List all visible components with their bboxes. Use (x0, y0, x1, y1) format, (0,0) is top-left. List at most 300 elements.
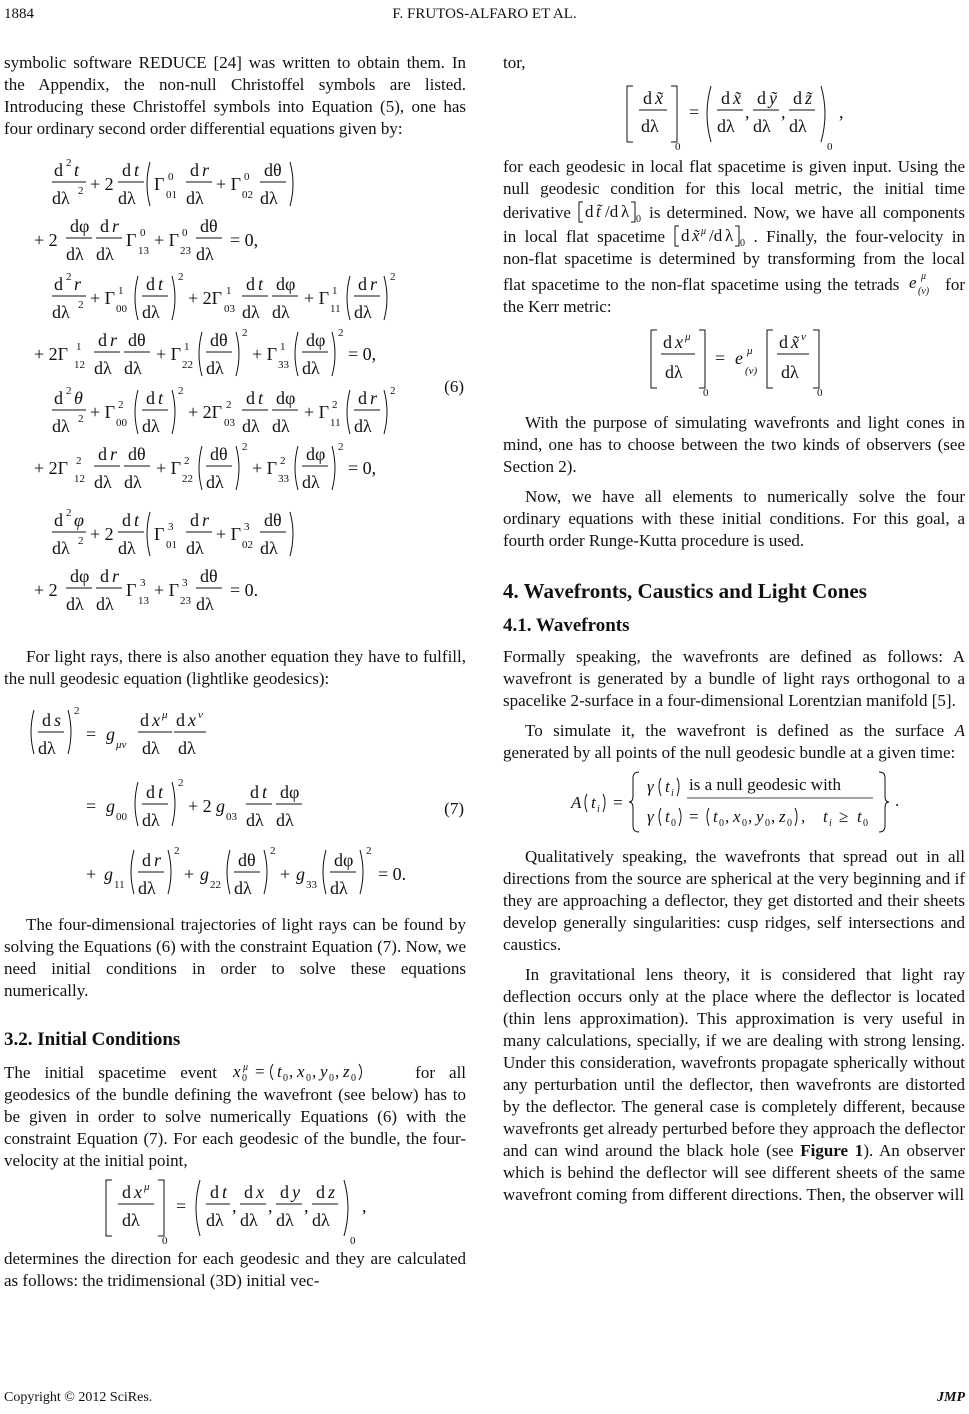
svg-text:g: g (104, 864, 113, 884)
svg-text:r: r (202, 510, 210, 530)
svg-text:t: t (222, 1182, 228, 1202)
svg-text:i: i (671, 788, 674, 799)
svg-text:t: t (823, 807, 828, 826)
svg-text:2: 2 (66, 507, 72, 519)
svg-text:x̃: x̃ (655, 88, 663, 108)
svg-text:dλ: dλ (186, 538, 204, 558)
svg-text:t: t (158, 388, 164, 408)
svg-text:x: x (297, 1062, 305, 1081)
svg-text:ỹ: ỹ (769, 88, 777, 108)
svg-text:s: s (54, 710, 62, 730)
svg-text:= 0.: = 0. (230, 580, 259, 600)
svg-text:+ Γ: + Γ (252, 344, 278, 364)
section-heading: 4. Wavefronts, Caustics and Light Cones (503, 579, 867, 603)
svg-text:dλ: dλ (142, 738, 160, 758)
svg-text:dλ: dλ (118, 538, 136, 558)
svg-text:x: x (134, 1182, 142, 1202)
wavefront-definition-graphic (503, 764, 943, 838)
svg-text:2: 2 (66, 271, 72, 283)
paragraph-text: To simulate it, the wavefront is defined as the surface (525, 721, 945, 740)
svg-text:μ: μ (701, 226, 707, 237)
svg-text:g: g (106, 796, 115, 816)
section-heading: 3.2. Initial Conditions (4, 1029, 181, 1050)
svg-text:01: 01 (166, 189, 177, 201)
svg-text:+ 2: + 2 (34, 580, 58, 600)
paragraph: The four-dimensional trajectories of light rays can be found by solving the Equations (6) with the constraint Equation (7). Now, we need initial conditions in order to solve these equations numerically. (4, 915, 466, 1000)
page-header (0, 4, 969, 28)
svg-text:2: 2 (226, 399, 232, 411)
svg-text:t: t (74, 160, 80, 180)
svg-text:dλ: dλ (276, 1210, 294, 1230)
svg-text:is a null geodesic with: is a null geodesic with (689, 775, 842, 794)
four-velocity-graphic (4, 1172, 444, 1248)
svg-text:γ: γ (647, 777, 654, 796)
svg-text:1: 1 (280, 341, 286, 353)
svg-text:d: d (122, 510, 131, 530)
svg-text:2: 2 (78, 299, 84, 311)
svg-text:dλ: dλ (52, 538, 70, 558)
svg-text:2: 2 (174, 845, 180, 857)
svg-text:,: , (304, 1196, 309, 1216)
svg-text:μ: μ (243, 1062, 249, 1073)
svg-text:d: d (316, 1182, 325, 1202)
svg-text:t: t (158, 782, 164, 802)
svg-text:(ν): (ν) (918, 286, 930, 296)
svg-text:,: , (289, 1062, 294, 1081)
right-column (503, 52, 965, 1206)
svg-text:+ Γ: + Γ (90, 288, 116, 308)
equation-6 (4, 140, 466, 640)
svg-text:μ: μ (144, 1181, 150, 1193)
svg-text:d: d (146, 274, 155, 294)
svg-text:t: t (713, 807, 718, 826)
svg-text:2: 2 (178, 385, 184, 397)
svg-text:03: 03 (226, 811, 237, 823)
svg-text:t: t (262, 782, 268, 802)
svg-text:+: + (86, 864, 97, 884)
svg-text:3: 3 (244, 521, 250, 533)
svg-text:0: 0 (283, 1073, 289, 1082)
paragraph (503, 964, 965, 1206)
svg-text:dλ: dλ (302, 358, 320, 378)
svg-text:dφ: dφ (276, 388, 296, 408)
svg-text:i: i (597, 804, 600, 815)
svg-text:dλ: dλ (242, 302, 260, 322)
svg-text:+ 2: + 2 (90, 524, 114, 544)
paragraph: tor, (503, 53, 526, 72)
svg-text:dλ: dλ (781, 362, 799, 382)
svg-text:.: . (895, 791, 900, 810)
svg-text:dλ: dλ (272, 416, 290, 436)
svg-text:θ: θ (74, 388, 83, 408)
svg-text:13: 13 (138, 595, 149, 607)
svg-text:+ 2: + 2 (188, 796, 212, 816)
svg-text:dθ: dθ (238, 850, 256, 870)
svg-text:e: e (909, 273, 917, 292)
svg-text:13: 13 (138, 245, 149, 257)
svg-text:d: d (358, 388, 367, 408)
paragraph: Now, we have all elements to numerically solve the four ordinary equations with these initial conditions. For this goal, a fourth order Runge-Kutta procedure is used. (503, 487, 965, 550)
paragraph: Qualitatively speaking, the wavefronts that spread out in all directions from the source are spherical at the very beginning and if they are approaching a deflector, they get distorted and their sheets develop generally singularities: cusp ridges, self intersections and caustics. (503, 847, 965, 954)
svg-text:r: r (154, 850, 162, 870)
svg-text:g: g (296, 864, 305, 884)
paragraph-text: for each geodesic in local flat spacetime is given input. Using the null geodesic condition for this local metric, the initial time derivative (503, 157, 965, 222)
tetrad-formula (905, 270, 939, 296)
svg-text:d: d (122, 1182, 131, 1202)
svg-text:,: , (748, 807, 753, 826)
svg-text:dλ: dλ (330, 878, 348, 898)
equation-7-graphic (4, 690, 444, 904)
svg-text:dλ: dλ (124, 358, 142, 378)
svg-text:dθ: dθ (210, 444, 228, 464)
paragraph: determines the direction for each geodesic and they are calculated as follows: the tridimensional (3D) initial vec- (4, 1249, 466, 1290)
svg-text:d: d (140, 710, 149, 730)
local-components-formula (673, 224, 753, 248)
svg-text:dφ: dφ (70, 216, 90, 236)
svg-text:2: 2 (66, 157, 72, 169)
paragraph-text: ). An observer which is behind the deflector will see different sheets of the same wavefront coming from different directions. Then, the observer will (503, 1141, 966, 1204)
svg-text:d: d (146, 782, 155, 802)
svg-text:dφ: dφ (334, 850, 354, 870)
svg-text:x: x (256, 1182, 264, 1202)
svg-text:d: d (146, 388, 155, 408)
svg-text:+ 2Γ: + 2Γ (188, 288, 223, 308)
svg-text:/d: /d (605, 202, 619, 221)
svg-text:=: = (689, 102, 700, 122)
svg-text:dλ: dλ (234, 878, 252, 898)
svg-text:+: + (184, 864, 195, 884)
svg-text:03: 03 (224, 303, 235, 315)
svg-text:,: , (725, 807, 730, 826)
svg-text:dλ: dλ (206, 358, 224, 378)
svg-text:2: 2 (78, 185, 84, 197)
svg-text:d: d (793, 88, 802, 108)
svg-text:dθ: dθ (128, 444, 146, 464)
svg-text:0: 0 (329, 1073, 335, 1082)
svg-text:03: 03 (224, 417, 235, 429)
svg-text:2: 2 (184, 455, 190, 467)
svg-text:i: i (829, 818, 832, 829)
svg-text:dλ: dλ (240, 1210, 258, 1230)
svg-text:φ: φ (74, 510, 84, 530)
svg-text:,: , (771, 807, 776, 826)
svg-text:0: 0 (140, 227, 146, 239)
svg-text:,: , (335, 1062, 340, 1081)
svg-text:0: 0 (162, 1235, 168, 1247)
paragraph-text: The initial spacetime event (4, 1063, 218, 1082)
svg-text:dφ: dφ (276, 274, 296, 294)
svg-text:y: y (756, 807, 764, 826)
svg-text:12: 12 (74, 359, 85, 371)
svg-text:z: z (343, 1062, 350, 1081)
svg-text:= 0,: = 0, (348, 344, 377, 364)
svg-text:0: 0 (306, 1073, 312, 1082)
svg-text:00: 00 (116, 811, 127, 823)
svg-text:dλ: dλ (66, 244, 84, 264)
svg-text:dλ: dλ (186, 188, 204, 208)
svg-text:λ: λ (725, 226, 734, 245)
svg-text:x̃: x̃ (791, 332, 799, 352)
svg-text:33: 33 (306, 879, 317, 891)
svg-text:= 0.: = 0. (378, 864, 407, 884)
svg-text:d: d (757, 88, 766, 108)
svg-text:μν: μν (116, 739, 127, 751)
svg-text:0: 0 (636, 214, 642, 224)
svg-text:dλ: dλ (124, 472, 142, 492)
svg-text:+: + (280, 864, 291, 884)
svg-text:2: 2 (338, 441, 344, 453)
svg-text:d: d (190, 160, 199, 180)
svg-text:1: 1 (184, 341, 190, 353)
svg-text:dλ: dλ (665, 362, 683, 382)
svg-text:y: y (292, 1182, 300, 1202)
svg-text:dθ: dθ (210, 330, 228, 350)
svg-text:= 0,: = 0, (230, 230, 259, 250)
svg-text:y: y (320, 1062, 328, 1081)
svg-text:dλ: dλ (641, 116, 659, 136)
svg-text:dλ: dλ (66, 594, 84, 614)
svg-text:0: 0 (244, 171, 250, 183)
equation-number: (7) (444, 799, 464, 818)
svg-text:+ 2: + 2 (34, 230, 58, 250)
svg-text:d: d (246, 274, 255, 294)
svg-text:,: , (745, 102, 750, 122)
svg-text:+ Γ: + Γ (216, 174, 242, 194)
svg-text:e: e (735, 348, 743, 368)
svg-text:dλ: dλ (260, 538, 278, 558)
svg-text:2: 2 (338, 327, 344, 339)
svg-text:ν: ν (198, 709, 203, 721)
paragraph-text: for the Kerr metric: (503, 275, 965, 316)
wavefront-definition-equation (503, 764, 965, 838)
svg-text:dλ: dλ (196, 244, 214, 264)
svg-text:dθ: dθ (264, 510, 282, 530)
paragraph: Formally speaking, the wavefronts are defined as follows: A wavefront is generated by a bundle of light rays orthogonal to a spacelike 2-surface in a four-dimensional Lorentzian manifold [5]. (503, 647, 965, 710)
svg-text:dλ: dλ (142, 302, 160, 322)
svg-text:Γ: Γ (154, 174, 165, 194)
svg-text:+ Γ: + Γ (216, 524, 242, 544)
svg-text:0: 0 (817, 387, 823, 399)
svg-text:λ: λ (621, 202, 630, 221)
svg-text:d: d (779, 332, 788, 352)
svg-text:0: 0 (671, 818, 676, 829)
svg-text:dλ: dλ (272, 302, 290, 322)
svg-text:dλ: dλ (354, 302, 372, 322)
tetrad-transform-equation (503, 318, 965, 404)
svg-text:+ 2Γ: + 2Γ (188, 402, 223, 422)
paragraph-text: In gravitational lens theory, it is considered that light ray deflection occurs only at the place where the deflector is located (thin lens approximation). This approximation is very useful in many calculations, specially, if we are dealing with strong lensing. Under this consideration, wavefronts propagate spherically without any perturbation until the deflector, then wavefronts are distorted by the deflector. The general case is completely different, because wavefronts get already perturbed before they approach the deflector and can wind around the black hole (see (503, 965, 965, 1160)
equation-6-graphic (4, 140, 444, 640)
svg-text:,: , (781, 102, 786, 122)
equation-7 (4, 690, 466, 904)
svg-text:01: 01 (166, 539, 177, 551)
svg-text:d: d (54, 388, 63, 408)
svg-text:d: d (54, 274, 63, 294)
svg-text:d: d (98, 444, 107, 464)
svg-text:d: d (100, 216, 109, 236)
svg-text:t: t (665, 777, 670, 796)
svg-text:22: 22 (182, 473, 193, 485)
svg-text:02: 02 (242, 189, 253, 201)
svg-text:=: = (689, 807, 699, 826)
svg-text:/d: /d (709, 226, 723, 245)
svg-text:t: t (277, 1062, 282, 1081)
four-velocity-equation (4, 1172, 466, 1248)
svg-text:dφ: dφ (280, 782, 300, 802)
svg-text:2: 2 (74, 705, 80, 717)
svg-text:=: = (86, 796, 97, 816)
svg-text:3: 3 (182, 577, 188, 589)
svg-text:0: 0 (863, 818, 868, 829)
svg-text:2: 2 (332, 399, 338, 411)
svg-text:dλ: dλ (242, 416, 260, 436)
svg-text:t: t (258, 388, 264, 408)
svg-text:d: d (280, 1182, 289, 1202)
equation-number: (6) (444, 377, 464, 396)
svg-text:11: 11 (330, 303, 341, 315)
svg-text:dθ: dθ (264, 160, 282, 180)
svg-text:0: 0 (719, 818, 724, 829)
svg-text:μ: μ (162, 709, 168, 721)
svg-text:dλ: dλ (302, 472, 320, 492)
svg-text:0: 0 (168, 171, 174, 183)
svg-text:g: g (200, 864, 209, 884)
initial-event-formula (231, 1062, 401, 1082)
svg-text:2: 2 (178, 271, 184, 283)
svg-text:=: = (255, 1062, 265, 1081)
svg-text:γ: γ (647, 807, 654, 826)
svg-text:t: t (591, 793, 596, 812)
svg-text:+ Γ: + Γ (252, 458, 278, 478)
svg-text:2: 2 (242, 327, 248, 339)
svg-text:,: , (839, 102, 844, 122)
svg-text:Γ: Γ (126, 230, 137, 250)
svg-text:2: 2 (390, 385, 396, 397)
svg-text:d: d (663, 332, 672, 352)
svg-text:+ 2Γ: + 2Γ (34, 344, 69, 364)
svg-text:d: d (643, 88, 652, 108)
svg-text:00: 00 (116, 303, 127, 315)
time-derivative-formula (577, 200, 643, 224)
svg-text:d: d (721, 88, 730, 108)
svg-text:μ: μ (747, 345, 753, 357)
svg-text:+ Γ: + Γ (154, 580, 180, 600)
paragraph: With the purpose of simulating wavefronts and light cones in mind, one has to choose between the two kinds of observers (see Section 2). (503, 413, 965, 476)
svg-text:0: 0 (742, 818, 747, 829)
svg-text:1: 1 (226, 285, 232, 297)
svg-text:12: 12 (74, 473, 85, 485)
paragraph-text: generated by all points of the null geodesic bundle at a given time: (503, 743, 956, 762)
svg-text:d: d (142, 850, 151, 870)
svg-text:11: 11 (114, 879, 125, 891)
svg-text:+ 2: + 2 (90, 174, 114, 194)
svg-text:t̃: t̃ (596, 202, 601, 221)
svg-text:dλ: dλ (52, 302, 70, 322)
initial-3d-vector-graphic (503, 74, 943, 156)
svg-text:d: d (54, 160, 63, 180)
svg-text:dφ: dφ (70, 566, 90, 586)
svg-text:dλ: dλ (122, 1210, 140, 1230)
svg-text:A: A (571, 793, 582, 812)
svg-text:33: 33 (278, 359, 289, 371)
svg-text:0: 0 (182, 227, 188, 239)
svg-text:2: 2 (280, 455, 286, 467)
svg-text:d: d (98, 330, 107, 350)
svg-text:=: = (86, 724, 97, 744)
svg-text:dλ: dλ (142, 416, 160, 436)
svg-text:22: 22 (182, 359, 193, 371)
svg-text:x: x (233, 1062, 241, 1081)
svg-text:,: , (268, 1196, 273, 1216)
svg-text:dλ: dλ (96, 594, 114, 614)
svg-text:2: 2 (270, 845, 276, 857)
svg-text:2: 2 (118, 399, 124, 411)
svg-text:r: r (112, 566, 120, 586)
tetrad-transform-graphic (503, 318, 943, 404)
svg-text:1: 1 (76, 341, 82, 353)
running-title: F. FRUTOS-ALFARO ET AL. (392, 6, 577, 22)
surface-symbol: A (954, 721, 965, 740)
svg-text:dλ: dλ (52, 188, 70, 208)
svg-text:r: r (370, 274, 378, 294)
svg-text:g: g (216, 796, 225, 816)
svg-text:r: r (202, 160, 210, 180)
svg-text:=: = (176, 1196, 187, 1216)
svg-text:d: d (358, 274, 367, 294)
svg-text:dλ: dλ (96, 244, 114, 264)
svg-text:33: 33 (278, 473, 289, 485)
svg-text:x̃: x̃ (733, 88, 741, 108)
paragraph (4, 1062, 466, 1172)
svg-text:g: g (106, 724, 115, 744)
svg-text:dλ: dλ (717, 116, 735, 136)
svg-text:2: 2 (76, 455, 82, 467)
svg-text:r: r (112, 216, 120, 236)
svg-text:t: t (134, 510, 140, 530)
svg-text:0: 0 (827, 141, 833, 153)
svg-text:d: d (244, 1182, 253, 1202)
svg-text:t: t (665, 807, 670, 826)
svg-text:2: 2 (390, 271, 396, 283)
svg-text:dλ: dλ (354, 416, 372, 436)
svg-text:d: d (54, 510, 63, 530)
svg-text:dθ: dθ (200, 216, 218, 236)
svg-text:x̃: x̃ (692, 226, 701, 245)
svg-text:r: r (110, 444, 118, 464)
svg-text:+ Γ: + Γ (156, 344, 182, 364)
svg-text:d: d (42, 710, 51, 730)
svg-text:+ 2Γ: + 2Γ (34, 458, 69, 478)
svg-text:23: 23 (180, 595, 191, 607)
paragraph: symbolic software REDUCE [24] was written to obtain them. In the Appendix, the non-null Christoffel symbols are listed. Introducing these Christoffel symbols into Equation (5), one has four ordinary second order differential equations given by: (4, 53, 466, 138)
svg-text:d: d (681, 226, 690, 245)
svg-text:dλ: dλ (206, 472, 224, 492)
svg-text:d: d (100, 566, 109, 586)
svg-text:r: r (74, 274, 82, 294)
paragraph-text: for all geodesics of the bundle defining the wavefront (see below) has to be given in order to solve numerically Equations (6) with the constraint Equation (7). For each geodesic of the bundle, the four-velocity at the initial point, (4, 1063, 467, 1170)
figure-reference[interactable]: Figure 1 (800, 1141, 864, 1160)
svg-text:00: 00 (116, 417, 127, 429)
initial-3d-vector-equation (503, 74, 965, 156)
svg-text:11: 11 (330, 417, 341, 429)
svg-text:22: 22 (210, 879, 221, 891)
svg-text:dλ: dλ (246, 810, 264, 830)
paragraph (503, 156, 965, 318)
svg-text:dλ: dλ (276, 810, 294, 830)
svg-text:dλ: dλ (196, 594, 214, 614)
svg-text:,: , (312, 1062, 317, 1081)
svg-text:t: t (258, 274, 264, 294)
